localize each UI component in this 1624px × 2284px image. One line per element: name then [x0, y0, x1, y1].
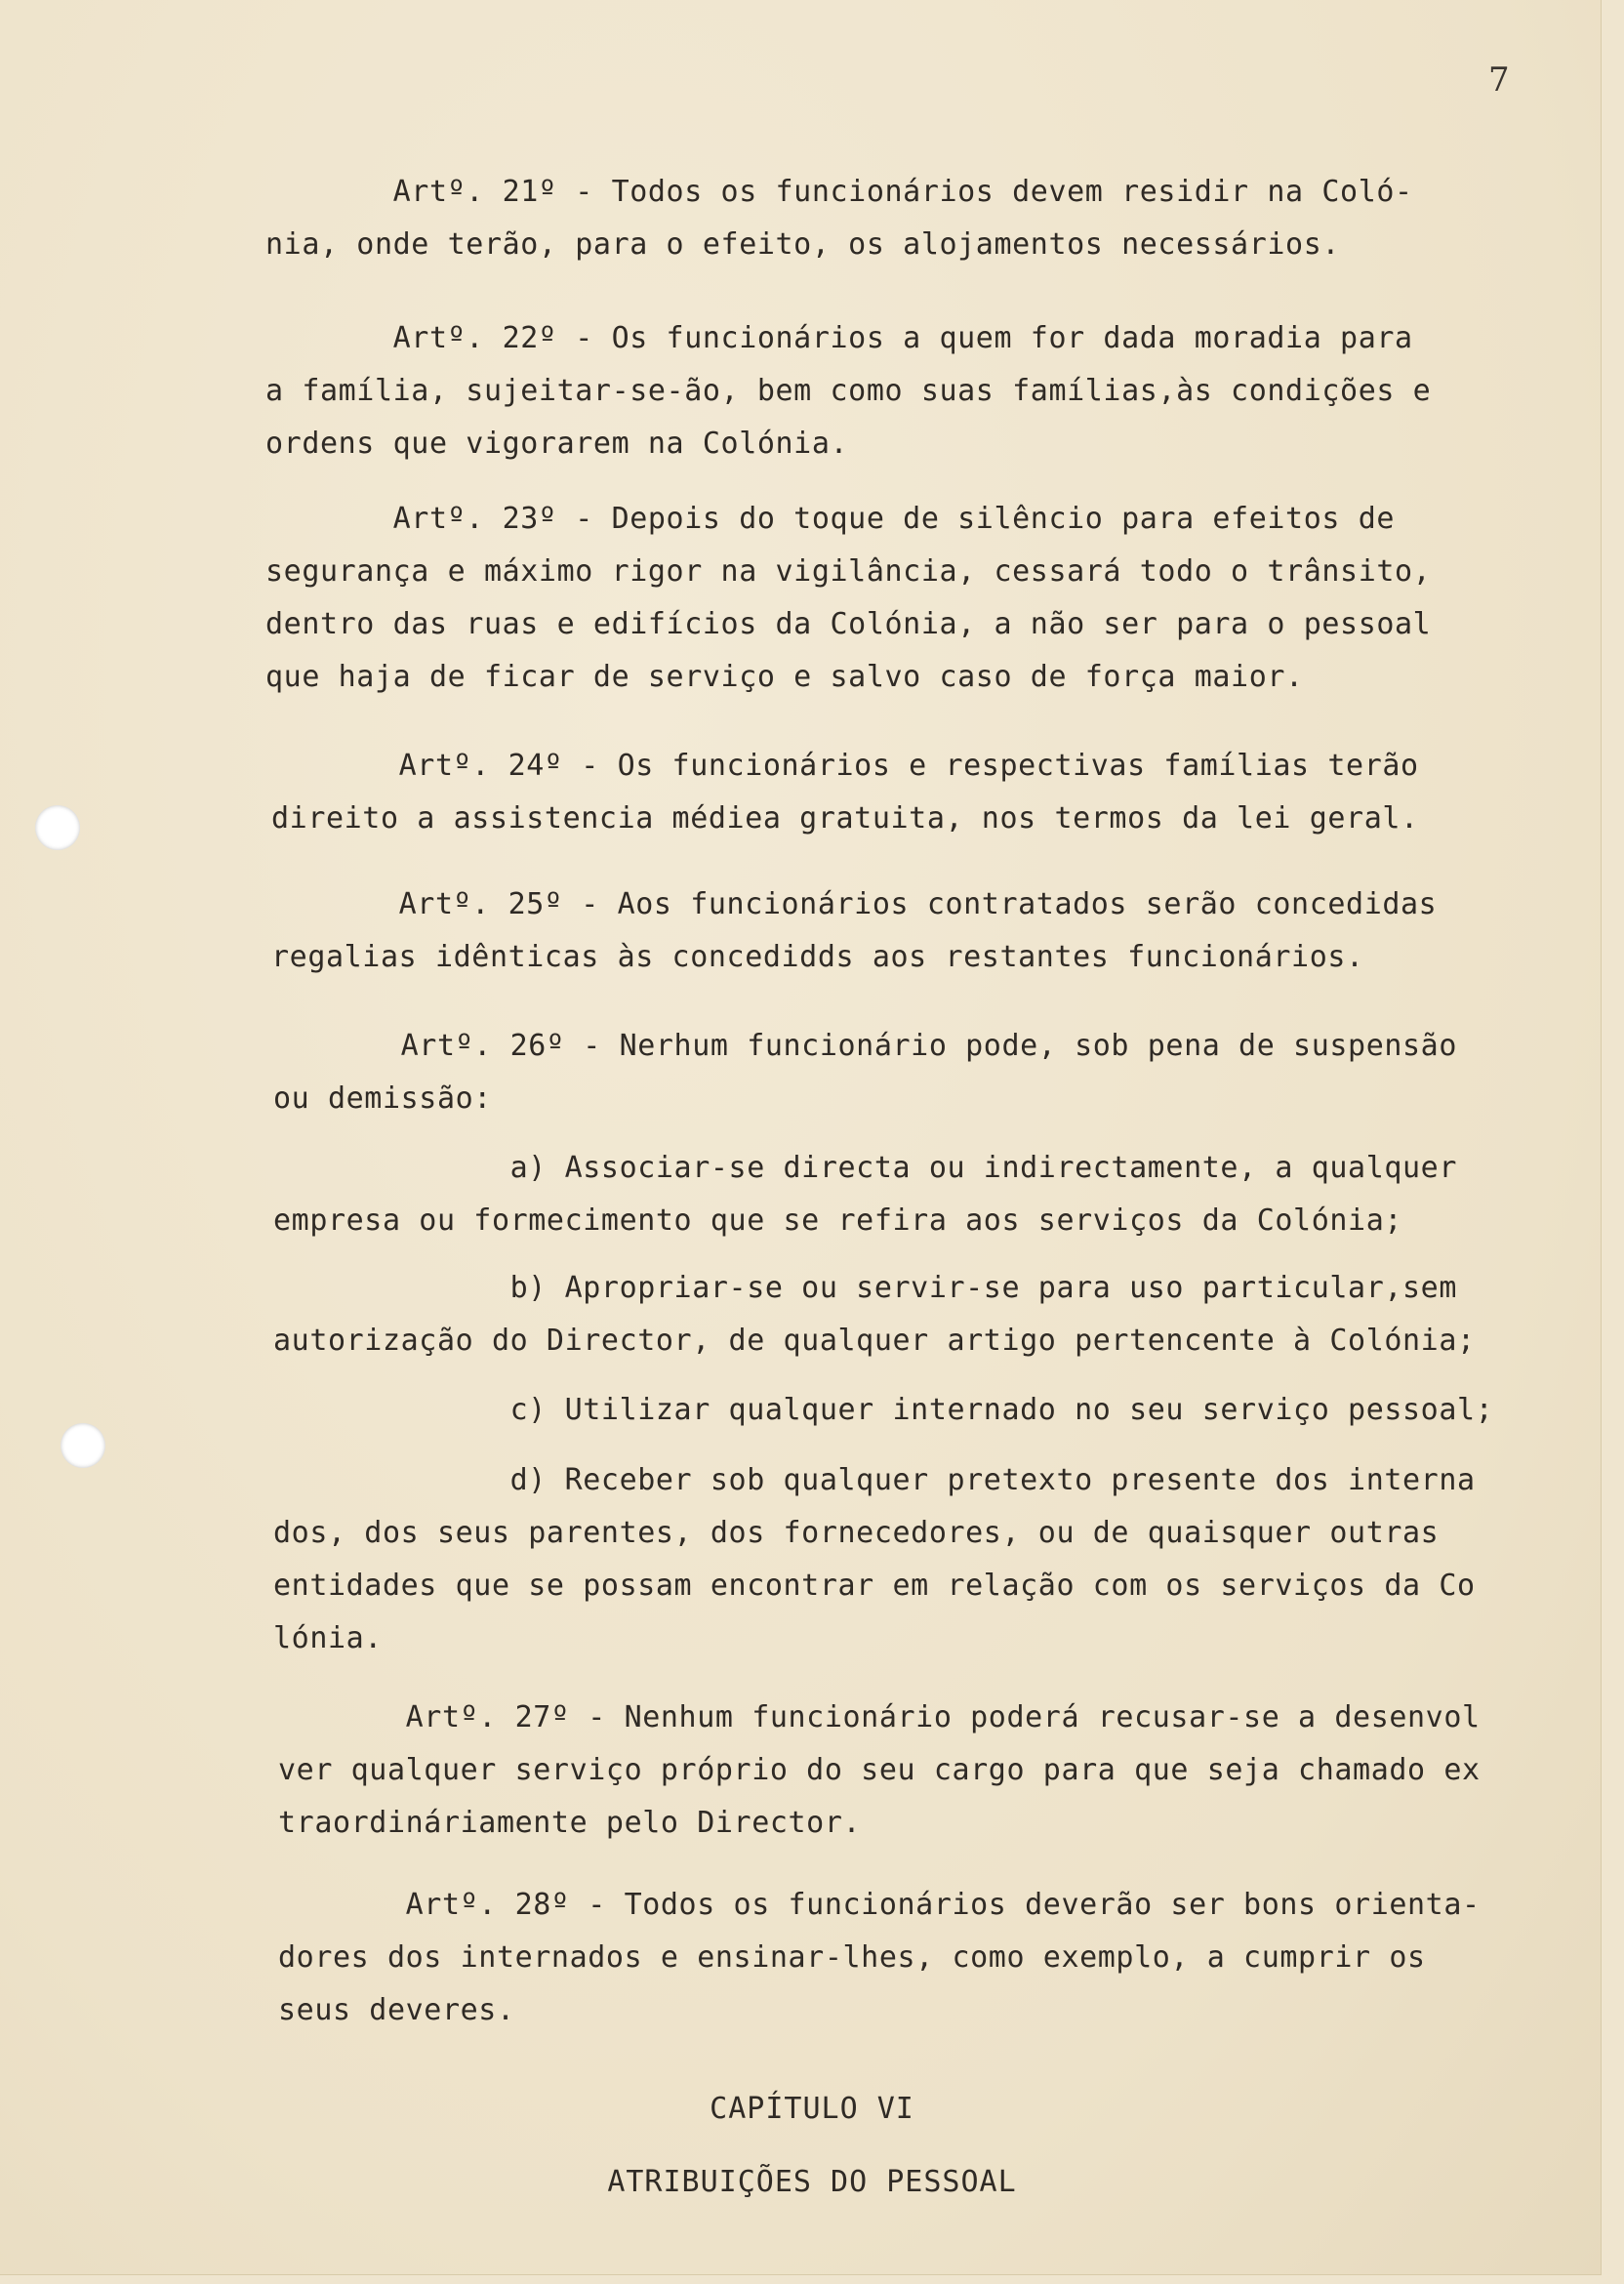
text-line: ver qualquer serviço próprio do seu cargo para que seja chamado ex	[278, 1753, 1481, 1787]
text-line: entidades que se possam encontrar em relação com os serviços da Co	[273, 1569, 1476, 1603]
punch-hole-top	[35, 805, 80, 850]
text-line: c) Utilizar qualquer internado no seu serviço pessoal;	[273, 1393, 1494, 1427]
article-block	[278, 1692, 1576, 1850]
text-line: Artº. 21º - Todos os funcionários devem residir na Coló-	[265, 175, 1413, 209]
text-line: que haja de ficar de serviço e salvo caso de força maior.	[265, 660, 1304, 694]
text-line: dos, dos seus parentes, dos fornecedores, ou de quaisquer outras	[273, 1516, 1440, 1550]
text-line: segurança e máximo rigor na vigilância, cessará todo o trânsito,	[265, 554, 1432, 589]
article-block	[271, 878, 1569, 984]
text-line: empresa ou formecimento que se refira aos serviços da Colónia;	[273, 1203, 1403, 1238]
text-line: traordináriamente pelo Director.	[278, 1806, 862, 1840]
article-block	[273, 1384, 1571, 1437]
text-line: regalias idênticas às concedidds aos restantes funcionários.	[271, 940, 1364, 974]
article-block	[273, 1262, 1571, 1367]
article-block	[273, 1020, 1571, 1125]
article-block	[271, 740, 1569, 845]
chapter-title: ATRIBUIÇÕES DO PESSOAL	[607, 2165, 1017, 2199]
text-line: lónia.	[273, 1621, 383, 1655]
text-line: ordens que vigorarem na Colónia.	[265, 427, 849, 461]
text-line: Artº. 22º - Os funcionários a quem for dada moradia para	[265, 321, 1413, 355]
text-line: Artº. 28º - Todos os funcionários deverão ser bons orienta-	[278, 1888, 1481, 1922]
text-line: b) Apropriar-se ou servir-se para uso particular,sem	[273, 1271, 1457, 1305]
article-block	[273, 1454, 1571, 1665]
text-line: dores dos internados e ensinar-lhes, como exemplo, a cumprir os	[278, 1940, 1426, 1975]
chapter-heading: CAPÍTULO VI	[710, 2092, 914, 2126]
text-line: seus deveres.	[278, 1993, 515, 2027]
article-block	[278, 1879, 1576, 2037]
article-block	[273, 1142, 1571, 1247]
text-line: a família, sujeitar-se-ão, bem como suas famílias,às condições e	[265, 374, 1432, 408]
text-line: Artº. 25º - Aos funcionários contratados serão concedidas	[271, 887, 1438, 921]
text-line: nia, onde terão, para o efeito, os alojamentos necessários.	[265, 227, 1341, 262]
text-line: Artº. 23º - Depois do toque de silêncio para efeitos de	[265, 502, 1396, 536]
article-block	[265, 312, 1563, 470]
text-line: a) Associar-se directa ou indirectamente, a qualquer	[273, 1151, 1457, 1185]
page-number: 7	[1488, 61, 1510, 100]
text-line: Artº. 27º - Nenhum funcionário poderá recusar-se a desenvol	[278, 1700, 1481, 1734]
text-line: ou demissão:	[273, 1081, 492, 1116]
text-line: Artº. 24º - Os funcionários e respectivas famílias terão	[271, 749, 1419, 783]
article-block	[265, 493, 1563, 704]
text-line: dentro das ruas e edifícios da Colónia, a não ser para o pessoal	[265, 607, 1432, 641]
punch-hole-bottom	[61, 1423, 105, 1468]
text-line: direito a assistencia médiea gratuita, nos termos da lei geral.	[271, 801, 1419, 836]
text-line: autorização do Director, de qualquer artigo pertencente à Colónia;	[273, 1324, 1476, 1358]
text-line: Artº. 26º - Nerhum funcionário pode, sob pena de suspensão	[273, 1029, 1457, 1063]
article-block	[265, 166, 1563, 271]
text-line: d) Receber sob qualquer pretexto presente dos interna	[273, 1463, 1476, 1497]
